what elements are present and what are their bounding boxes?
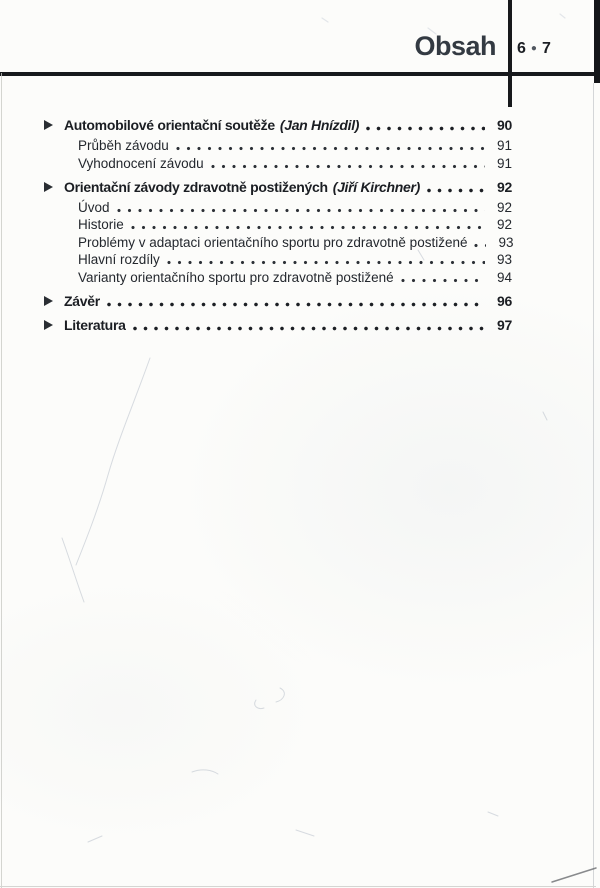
toc-entry-page-number: 93: [498, 234, 514, 250]
toc-entry: [44, 179, 512, 196]
toc-entry-title: Průběh závodu: [78, 138, 169, 153]
dot-leader: [401, 278, 485, 283]
dot-leader: [176, 146, 485, 151]
toc-entry-page-number: 94: [496, 269, 512, 285]
toc-entry-title: Automobilové orientační soutěže: [64, 117, 275, 133]
dot-leader: [107, 302, 485, 307]
dot-leader: [427, 188, 485, 193]
right-page-number: 7: [541, 40, 551, 57]
toc-entry-page-number: 91: [496, 155, 512, 171]
toc-entry-title: Úvod: [78, 199, 110, 215]
toc-entry: [44, 137, 512, 154]
dot-leader: [133, 326, 485, 331]
triangle-bullet-icon: [44, 296, 53, 306]
header-vertical-divider: [508, 0, 512, 107]
toc-entry-author: (Jiří Kirchner): [332, 178, 421, 195]
toc-entry-title: Vyhodnocení závodu: [78, 155, 204, 171]
toc-entry: [44, 216, 512, 233]
scan-edge-left: [1, 73, 2, 888]
triangle-bullet-icon: [44, 120, 53, 130]
left-page-number: 6: [517, 40, 526, 57]
toc-entry: [44, 317, 512, 334]
header-horizontal-rule: [0, 72, 595, 76]
toc-entry-title: Literatura: [64, 316, 126, 333]
dot-leader: [474, 243, 486, 248]
pencil-mark: [276, 688, 284, 702]
toc-entry-page-number: 92: [496, 199, 512, 215]
toc-entry: [44, 251, 512, 268]
toc-entry: [44, 234, 512, 251]
pencil-mark: [76, 358, 150, 565]
toc-entry: [44, 117, 512, 134]
dot-leader: [131, 225, 485, 230]
toc-entry-page-number: 93: [496, 252, 512, 267]
pencil-mark: [296, 830, 314, 836]
triangle-bullet-icon: [44, 182, 53, 192]
page-separator-dot-icon: ●: [530, 43, 537, 54]
toc-entry-page-number: 96: [497, 292, 512, 309]
toc-entry: [44, 199, 512, 216]
page-title: Obsah: [414, 31, 496, 61]
toc-entry: [44, 269, 512, 286]
toc-entry-page-number: 92: [497, 178, 512, 195]
table-of-contents: [44, 117, 512, 334]
toc-entry-title: Historie: [78, 217, 124, 232]
scan-speck: [560, 14, 565, 18]
dot-leader: [211, 164, 485, 169]
dot-leader: [366, 126, 485, 131]
toc-entry-page-number: 97: [497, 316, 512, 333]
pencil-mark: [62, 538, 84, 602]
pencil-mark: [543, 412, 547, 420]
toc-entry-title: Problémy v adaptaci orientačního sportu pro zdravotně postižené: [78, 234, 468, 250]
right-edge-bar: [594, 0, 600, 83]
toc-entry-title: Varianty orientačního sportu pro zdravotně postižené: [78, 269, 394, 285]
scan-edge-right: [593, 83, 594, 888]
pencil-mark: [88, 836, 102, 842]
corner-crease-mark: [552, 868, 596, 882]
toc-entry-page-number: 90: [497, 117, 512, 133]
scan-speck: [322, 18, 328, 22]
dot-leader: [167, 260, 485, 265]
pencil-mark: [255, 700, 264, 709]
toc-entry-page-number: 91: [496, 138, 512, 153]
pencil-mark: [192, 770, 218, 774]
toc-entry-title: Orientační závody zdravotně postižených: [64, 178, 328, 195]
dot-leader: [117, 208, 485, 213]
toc-entry-title: Hlavní rozdíly: [78, 252, 160, 267]
toc-entry: [44, 155, 512, 172]
page-spread-indicator: [517, 40, 589, 58]
toc-entry-title: Závěr: [64, 292, 100, 309]
toc-entry-author: (Jan Hnízdil): [279, 117, 360, 133]
toc-entry-page-number: 92: [496, 217, 512, 232]
scan-edge-bottom: [0, 886, 596, 887]
triangle-bullet-icon: [44, 320, 53, 330]
pencil-mark: [488, 812, 498, 816]
toc-entry: [44, 293, 512, 310]
